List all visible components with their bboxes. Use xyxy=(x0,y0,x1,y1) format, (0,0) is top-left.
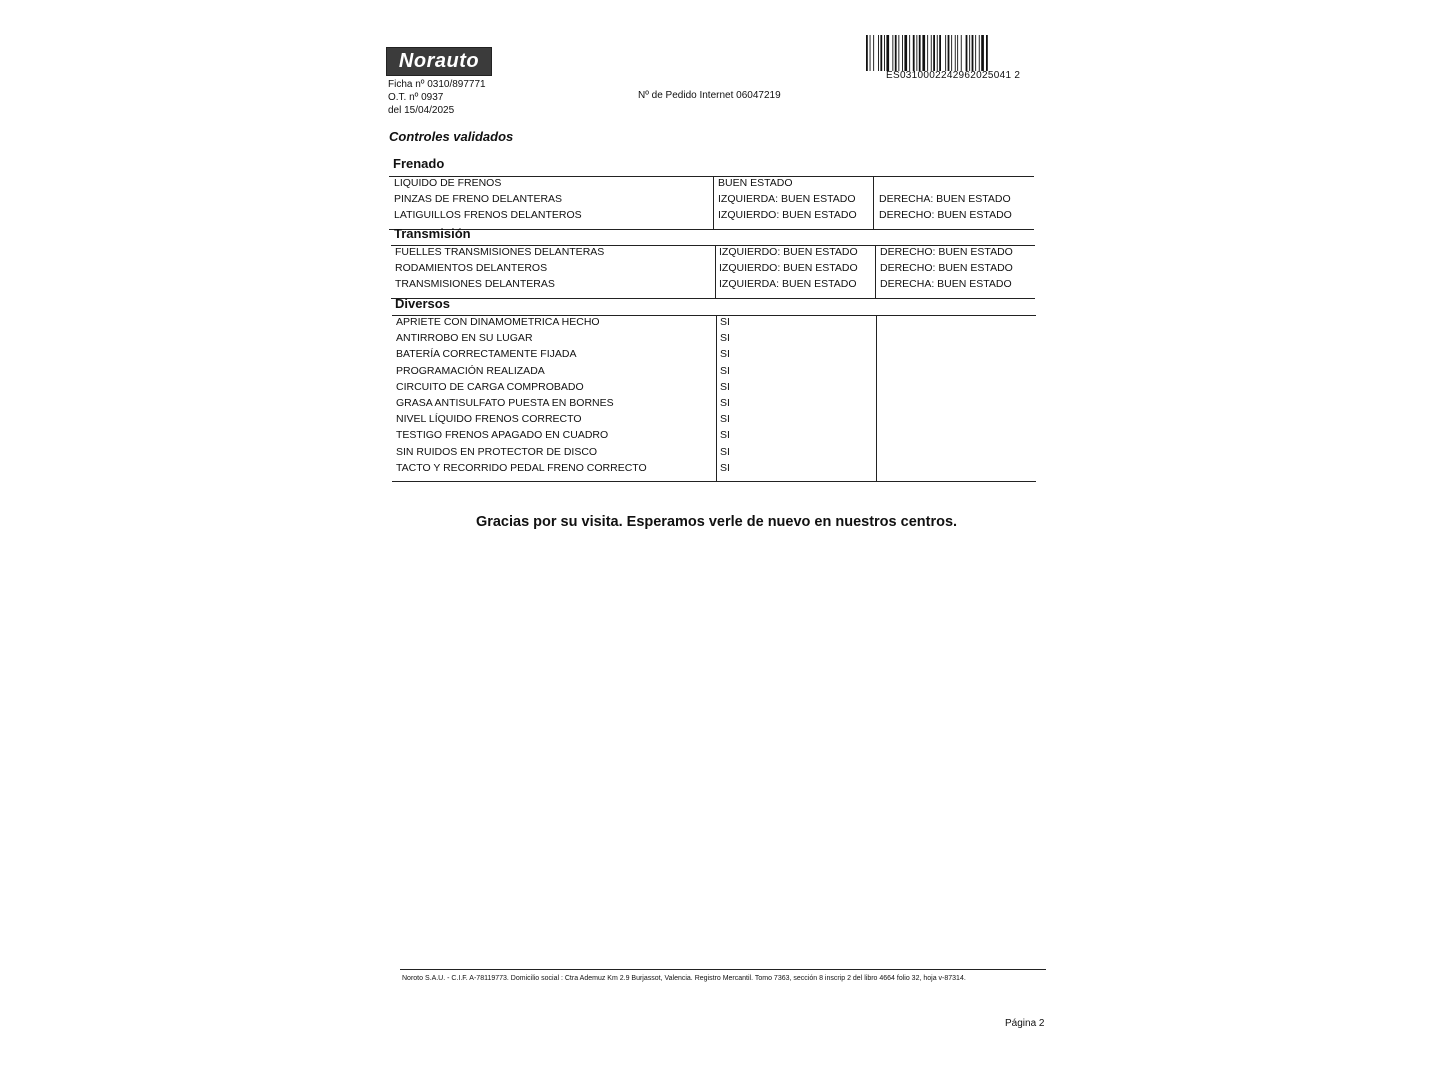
control-status: IZQUIERDA: BUEN ESTADO xyxy=(718,193,856,206)
control-status: SI xyxy=(720,332,730,345)
control-status: SI xyxy=(720,461,730,474)
column-divider xyxy=(716,315,717,481)
control-item: APRIETE CON DINAMOMETRICA HECHO xyxy=(396,316,600,328)
control-item: NIVEL LÍQUIDO FRENOS CORRECTO xyxy=(396,413,582,426)
control-status: BUEN ESTADO xyxy=(718,177,793,189)
page-number: Página 2 xyxy=(1005,1018,1045,1029)
control-status: SI xyxy=(720,316,730,328)
control-status: SI xyxy=(720,429,730,442)
control-status-right: DERECHA: BUEN ESTADO xyxy=(879,193,1011,206)
column-divider xyxy=(873,176,874,229)
control-item: TACTO Y RECORRIDO PEDAL FRENO CORRECTO xyxy=(396,461,647,474)
barcode-image xyxy=(866,35,1032,71)
ficha-number: Ficha nº 0310/897771 xyxy=(388,79,486,90)
group-title: Frenado xyxy=(393,156,445,171)
column-divider xyxy=(713,176,714,229)
table-divider xyxy=(391,298,1035,299)
control-item: TRANSMISIONES DELANTERAS xyxy=(395,278,555,291)
control-item: LATIGUILLOS FRENOS DELANTEROS xyxy=(394,209,582,222)
document-date: del 15/04/2025 xyxy=(388,105,455,116)
control-status: SI xyxy=(720,413,730,426)
control-item: SIN RUIDOS EN PROTECTOR DE DISCO xyxy=(396,445,598,458)
control-item: PROGRAMACIÓN REALIZADA xyxy=(396,364,545,377)
norauto-logo xyxy=(386,47,492,76)
control-status: SI xyxy=(720,348,730,361)
ot-number: O.T. nº 0937 xyxy=(388,92,444,103)
barcode-number: ES0310002242962025041 2 xyxy=(886,70,1021,81)
control-status-right: DERECHO: BUEN ESTADO xyxy=(880,246,1013,258)
control-item: LIQUIDO DE FRENOS xyxy=(394,177,502,189)
control-status: IZQUIERDO: BUEN ESTADO xyxy=(719,246,858,258)
group-title: Transmisión xyxy=(394,226,471,241)
control-status: IZQUIERDO: BUEN ESTADO xyxy=(718,209,857,222)
control-status-right: DERECHA: BUEN ESTADO xyxy=(880,278,1012,291)
column-divider xyxy=(715,245,716,298)
group-title: Diversos xyxy=(395,296,450,311)
column-divider xyxy=(875,245,876,298)
footer-legal-text: Noroto S.A.U. - C.I.F. A-78119773. Domicilio social : Ctra Ademuz Km 2.9 Burjassot, Valencia. Registro Mercantil. Tomo 7363, sección 8 inscrip 2 del libro 4664 folio 32, hoja v-87314. xyxy=(402,975,966,982)
internet-order-number: Nº de Pedido Internet 06047219 xyxy=(638,90,781,101)
control-item: TESTIGO FRENOS APAGADO EN CUADRO xyxy=(396,429,609,442)
control-status: SI xyxy=(720,445,730,458)
control-status: IZQUIERDO: BUEN ESTADO xyxy=(719,262,858,275)
control-status-right: DERECHO: BUEN ESTADO xyxy=(880,262,1013,275)
footer-divider xyxy=(400,969,1046,970)
control-status-right: DERECHO: BUEN ESTADO xyxy=(879,209,1012,222)
column-divider xyxy=(876,315,877,481)
control-item: RODAMIENTOS DELANTEROS xyxy=(395,262,548,275)
control-item: BATERÍA CORRECTAMENTE FIJADA xyxy=(396,348,577,361)
section-title: Controles validados xyxy=(389,129,514,144)
control-item: ANTIRROBO EN SU LUGAR xyxy=(396,332,533,345)
control-item: FUELLES TRANSMISIONES DELANTERAS xyxy=(395,246,605,258)
logo-text: Norauto xyxy=(398,50,480,72)
control-item: GRASA ANTISULFATO PUESTA EN BORNES xyxy=(396,397,614,409)
control-status: SI xyxy=(720,364,730,377)
table-divider xyxy=(392,481,1036,482)
control-status: SI xyxy=(720,397,730,409)
table-divider xyxy=(389,229,1034,230)
control-item: PINZAS DE FRENO DELANTERAS xyxy=(394,193,563,206)
control-status: SI xyxy=(720,380,730,393)
control-status: IZQUIERDA: BUEN ESTADO xyxy=(719,278,857,291)
control-item: CIRCUITO DE CARGA COMPROBADO xyxy=(396,380,584,393)
thanks-message: Gracias por su visita. Esperamos verle de nuevo en nuestros centros. xyxy=(475,514,958,530)
